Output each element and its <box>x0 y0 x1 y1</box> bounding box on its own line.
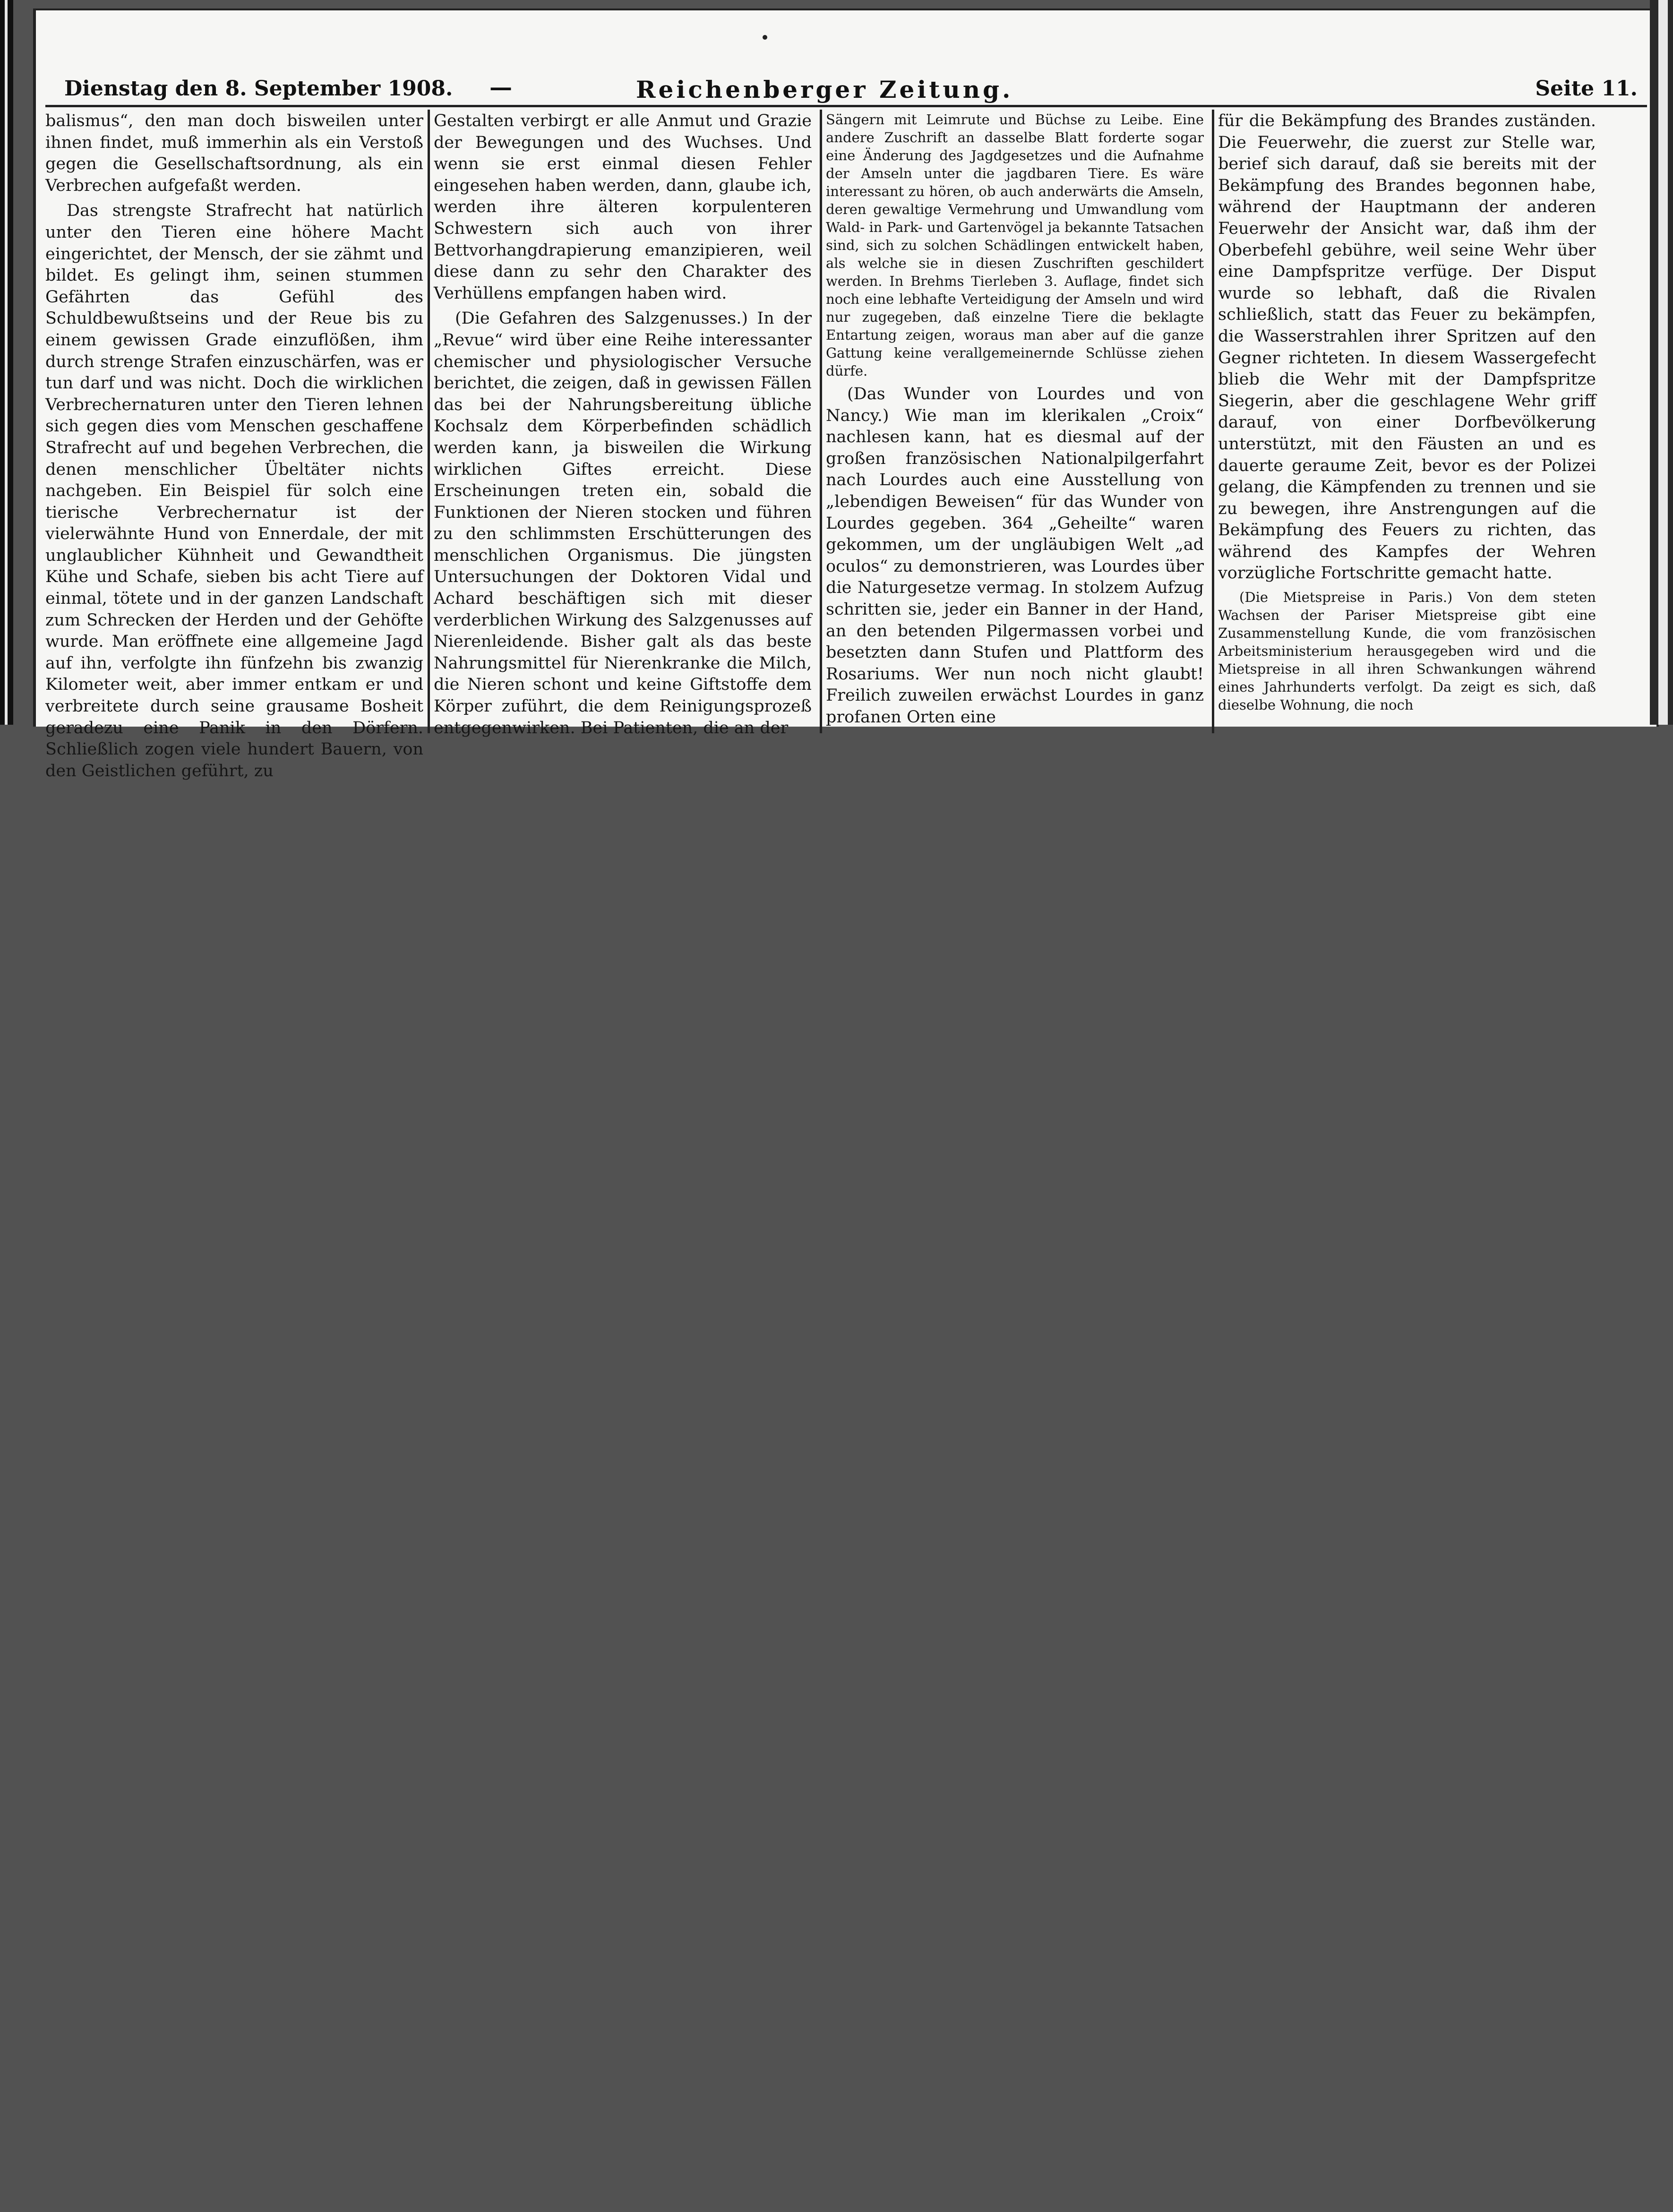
text-column-2 <box>434 111 812 737</box>
article-paragraph: (Die Gefahren des Salzgenusses.) In der „Revue“ wird über eine Reihe interessanter chemischer und physiologischer Versuche berichtet, die zeigen, daß in gewissen Fällen das bei der Nahrungsbereitung übliche Kochsalz dem Körperbefinden schädlich werden kann, ja bisweilen die Wirkung wirklichen Giftes erreicht. Diese Erscheinungen treten ein, sobald die Funktionen der Nieren stocken und führen zu den schlimmsten Erschütterungen des menschlichen Organismus. Die jüngsten Untersuchungen der Doktoren Vidal und Achard beschäftigen sich mit dieser verderblichen Wirkung des Salzgenusses auf Nierenleidende. Bisher galt als das beste Nahrungsmittel für Nierenkranke die Milch, die Nieren schont und keine Giftstoffe dem Körper zuführt, die dem Reinigungsprozeß entgegenwirken. Bei Patienten, die an der <box>434 309 812 737</box>
newspaper-title: Reichenberger Zeitung. <box>636 76 1013 103</box>
column-divider <box>428 110 430 733</box>
page-number: Seite 11. <box>1535 77 1638 101</box>
header-date: Dienstag den 8. September 1908. <box>64 77 453 101</box>
text-column-3 <box>826 111 1204 729</box>
scan-right-edge <box>1650 0 1673 725</box>
text-column-4 <box>1218 111 1596 729</box>
speck <box>763 35 767 40</box>
article-paragraph: Das strengste Strafrecht hat natürlich unter den Tieren eine höhere Macht eingerichtet, der Mensch, der sie zähmt und bildet. Es gelingt ihm, seinen stummen Gefährten das Gefühl des Schuldbewußtseins und der Reue bis zu einem gewissen Grade einzuflößen, ihm durch strenge Strafen einzuschärfen, was er tun darf und was nicht. Doch die wirklichen Verbrechernaturen unter den Tieren lehnen sich gegen dies vom Menschen geschaffene Strafrecht auf und begehen Verbrechen, die denen menschlicher Übeltäter nichts nachgeben. Ein Beispiel für solch eine tierische Verbrechernatur ist der vielerwähnte Hund von Ennerdale, der mit unglaublicher Kühnheit und Gewandtheit Kühe und Schafe, sieben bis acht Tiere auf einmal, tötete und in der ganzen Landschaft zum Schrecken der Herden und der Gehöfte wurde. Man eröffnete eine allgemeine Jagd auf ihn, verfolgte ihn fünfzehn bis zwanzig Kilometer weit, aber immer entkam er und verbreitete durch seine grausame Bosheit geradezu eine Panik in den Dörfern. Schließlich zogen viele hundert Bauern, von den Geistlichen geführt, zu <box>45 201 423 780</box>
text-column-1 <box>45 111 423 780</box>
article-paragraph: Sängern mit Leimrute und Büchse zu Leibe. Eine andere Zuschrift an dasselbe Blatt forderte sogar eine Änderung des Jagdgesetzes und die Aufnahme der Amseln unter die jagdbaren Tiere. Es wäre interessant zu hören, ob auch anderwärts die Amseln, deren gewaltige Vermehrung und Umwandlung vom Wald- in Park- und Gartenvögel ja bekannte Tatsachen sind, sich zu solchen Schädlingen entwickelt haben, als welche sie in diesen Zuschriften geschildert werden. In Brehms Tierleben 3. Auflage, findet sich noch eine lebhafte Verteidigung der Amseln und wird nur zugegeben, daß einzelne Tiere die beklagte Entartung zeigen, woraus man aber auf die ganze Gattung keine verallgemeinernde Schlüsse ziehen dürfe. <box>826 111 1204 379</box>
column-divider <box>820 110 822 733</box>
column-divider <box>1212 110 1214 733</box>
article-paragraph: Gestalten verbirgt er alle Anmut und Grazie der Bewegungen und des Wuchses. Und wenn sie erst einmal diesen Fehler eingesehen haben werden, dann, glaube ich, werden ihre älteren korpulenteren Schwestern sich auch von ihrer Bettvorhangdrapierung emanzipieren, weil diese dann zu sehr den Charakter des Verhüllens empfangen haben wird. <box>434 111 812 303</box>
article-paragraph: (Das Wunder von Lourdes und von Nancy.) Wie man im klerikalen „Croix“ nachlesen kann, hat es diesmal auf der großen französischen Nationalpilgerfahrt nach Lourdes auch eine Ausstellung von „lebendigen Beweisen“ für das Wunder von Lourdes gegeben. 364 „Geheilte“ waren gekommen, um der ungläubigen Welt „ad oculos“ zu demonstrieren, was Lourdes über die Naturgesetze vermag. In stolzem Aufzug schritten sie, jeder ein Banner in der Hand, an den betenden Pilgermassen vorbei und besetzten dann Stufen und Plattform des Rosariums. Wer nun noch nicht glaubt! Freilich zuweilen erwächst Lourdes in ganz profanen Orten eine <box>826 385 1204 727</box>
newspaper-page <box>33 9 1659 780</box>
header-rule <box>45 105 1647 107</box>
scan-left-edge <box>0 0 13 725</box>
article-paragraph: balismus“, den man doch bisweilen unter ihnen findet, muß immerhin als ein Verstoß gegen die Gesellschaftsordnung, als ein Verbrechen aufgefaßt werden. <box>45 111 423 195</box>
header-dash: — <box>489 74 512 101</box>
article-paragraph: für die Bekämpfung des Brandes zuständen. Die Feuerwehr, die zuerst zur Stelle war, berief sich darauf, daß sie bereits mit der Bekämpfung des Brandes begonnen habe, während der Hauptmann der anderen Feuerwehr der Ansicht war, daß ihm der Oberbefehl gebühre, weil seine Wehr über eine Dampfspritze verfüge. Der Disput wurde so lebhaft, daß die Rivalen schließlich, statt das Feuer zu bekämpfen, die Wasserstrahlen ihrer Spritzen auf den Gegner richteten. In diesem Wassergefecht blieb die Wehr mit der Dampfspritze Siegerin, aber die geschlagene Wehr griff darauf, von einer Dorfbevölkerung unterstützt, mit den Fäusten an und es dauerte geraume Zeit, bevor es der Polizei gelang, die Kämpfenden zu trennen und sie zu bewegen, ihre Anstrengungen auf die Bekämpfung des Feuers zu richten, das während des Kampfes der Wehren vorzügliche Fortschritte gemacht hatte. <box>1218 111 1596 583</box>
page-header <box>45 72 1647 110</box>
article-paragraph: (Die Mietspreise in Paris.) Von dem steten Wachsen der Pariser Mietspreise gibt eine Zusammenstellung Kunde, die vom französischen Arbeitsministerium herausgegeben wird und die Mietspreise in all ihren Schwankungen während eines Jahrhunderts verfolgt. Da zeigt es sich, daß dieselbe Wohnung, die noch <box>1218 589 1596 713</box>
